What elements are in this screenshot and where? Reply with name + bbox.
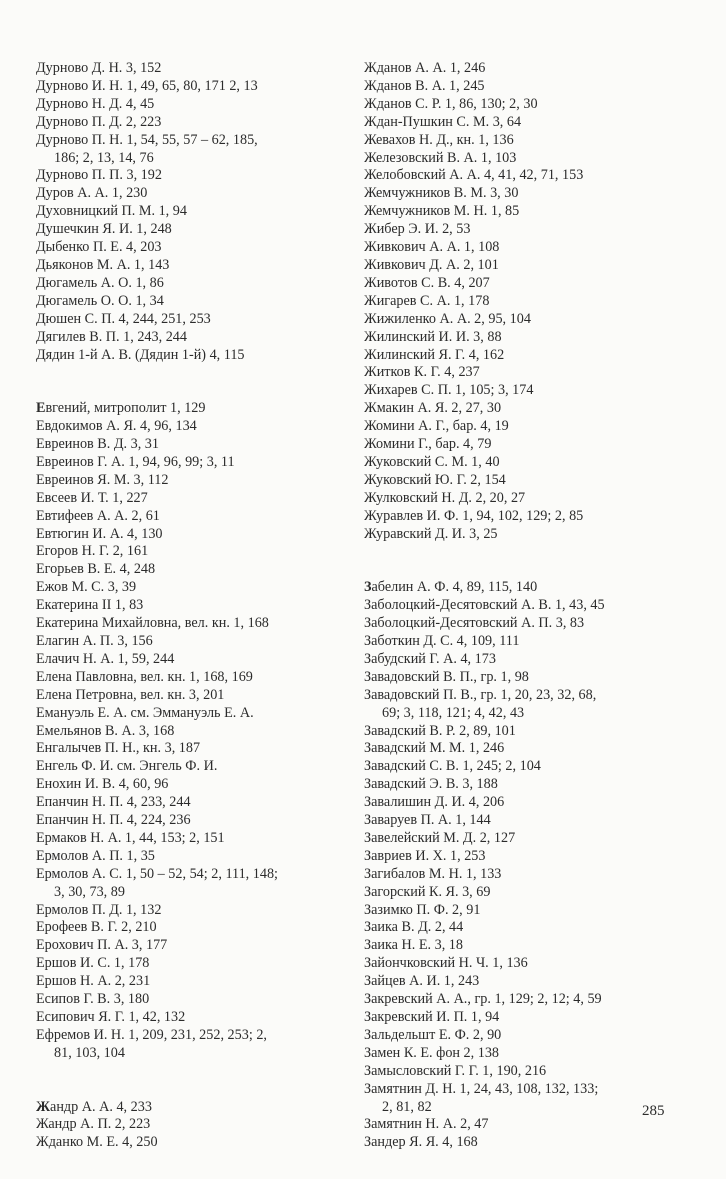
entry-text: Загорский К. Я. 3, 69 (364, 883, 491, 900)
index-entry (364, 526, 694, 544)
section-initial-letter: З (364, 579, 372, 596)
index-entry (364, 615, 694, 633)
index-entry (36, 615, 341, 633)
index-entry (364, 293, 694, 311)
index-entry (364, 579, 694, 597)
index-entry (36, 132, 341, 150)
index-entry (36, 275, 341, 293)
index-entry (364, 794, 694, 812)
index-entry (36, 812, 341, 830)
index-entry (36, 902, 341, 920)
entry-text: Жилинский Я. Г. 4, 162 (364, 346, 505, 363)
entry-text: Ермаков Н. А. 1, 44, 153; 2, 151 (36, 829, 225, 846)
index-entry (36, 1134, 341, 1152)
index-entry (364, 848, 694, 866)
index-entry (36, 794, 341, 812)
index-entry (36, 167, 341, 185)
entry-text: Журавский Д. И. 3, 25 (364, 525, 498, 542)
index-entry (364, 1027, 694, 1045)
index-entry (36, 436, 341, 454)
entry-text: 186; 2, 13, 14, 76 (54, 149, 154, 166)
entry-text: 2, 81, 82 (382, 1098, 432, 1115)
entry-text: Житков К. Г. 4, 237 (364, 364, 480, 381)
entry-text: Завадский Э. В. 3, 188 (364, 776, 498, 793)
entry-text: Дурново П. П. 3, 192 (36, 167, 162, 184)
entry-text: Евреинов Я. М. 3, 112 (36, 471, 169, 488)
page-number: 285 (642, 1103, 665, 1119)
index-entry (36, 991, 341, 1009)
entry-text: Завадский С. В. 1, 245; 2, 104 (364, 758, 541, 775)
entry-text: Жомини Г., бар. 4, 79 (364, 436, 492, 453)
index-entry (364, 902, 694, 920)
index-entry (364, 758, 694, 776)
entry-text: Духовницкий П. М. 1, 94 (36, 203, 187, 220)
entry-text: Зандер Я. Я. 4, 168 (364, 1134, 478, 1151)
entry-text: Евтюгин И. А. 4, 130 (36, 525, 163, 542)
entry-text: Жданов С. Р. 1, 86, 130; 2, 30 (364, 95, 538, 112)
index-entry (36, 776, 341, 794)
entry-text: Жибер Э. И. 2, 53 (364, 221, 471, 238)
entry-text: Елена Павловна, вел. кн. 1, 168, 169 (36, 668, 253, 685)
entry-text: Завадский В. Р. 2, 89, 101 (364, 722, 516, 739)
section-initial-letter: Ж (36, 1098, 51, 1115)
index-entry (36, 740, 341, 758)
index-entry (364, 597, 694, 615)
entry-text: Замен К. Е. фон 2, 138 (364, 1044, 500, 1061)
entry-text: Заваруев П. А. 1, 144 (364, 812, 491, 829)
entry-text: Жданов В. А. 1, 245 (364, 77, 485, 94)
entry-text: Жуковский Ю. Г. 2, 154 (364, 471, 506, 488)
index-entry (364, 669, 694, 687)
index-entry (364, 955, 694, 973)
entry-text: Егоров Н. Г. 2, 161 (36, 543, 149, 560)
index-entry (36, 651, 341, 669)
index-entry (36, 705, 341, 723)
index-entry (36, 723, 341, 741)
index-entry (36, 937, 341, 955)
index-entry-continuation (36, 150, 341, 168)
index-entry (36, 78, 341, 96)
entry-text: андр А. А. 4, 233 (50, 1098, 152, 1115)
index-entry (36, 597, 341, 615)
index-entry (364, 919, 694, 937)
entry-text: Дьяконов М. А. 1, 143 (36, 256, 170, 273)
entry-text: Ежов М. С. 3, 39 (36, 579, 137, 596)
entry-text: Ждан-Пушкин С. М. 3, 64 (364, 113, 522, 130)
index-entry (364, 1009, 694, 1027)
index-entry (364, 1134, 694, 1152)
index-entry (364, 454, 694, 472)
index-entry (364, 830, 694, 848)
index-entry (364, 167, 694, 185)
index-entry (36, 866, 341, 884)
entry-text: Евреинов В. Д. 3, 31 (36, 436, 159, 453)
entry-text: вгений, митрополит 1, 129 (45, 400, 206, 417)
entry-text: Душечкин Я. И. 1, 248 (36, 221, 172, 238)
entry-text: Зайцев А. И. 1, 243 (364, 973, 480, 990)
entry-text: Замятнин Д. Н. 1, 24, 43, 108, 132, 133; (364, 1080, 599, 1097)
entry-text: Жемчужников В. М. 3, 30 (364, 185, 519, 202)
entry-text: 81, 103, 104 (54, 1044, 125, 1061)
entry-text: Елена Петровна, вел. кн. 3, 201 (36, 686, 225, 703)
entry-text: Дурново Д. Н. 3, 152 (36, 60, 162, 76)
index-entry (364, 239, 694, 257)
index-entry (364, 364, 694, 382)
entry-text: Замятнин Н. А. 2, 47 (364, 1116, 489, 1133)
entry-text: 69; 3, 118, 121; 4, 42, 43 (382, 704, 525, 721)
entry-text: Жихарев С. П. 1, 105; 3, 174 (364, 382, 534, 399)
index-entry (36, 669, 341, 687)
index-entry (364, 96, 694, 114)
index-entry (36, 185, 341, 203)
index-entry (36, 329, 341, 347)
index-entry (364, 991, 694, 1009)
index-entry (364, 185, 694, 203)
entry-text: Енгалычев П. Н., кн. 3, 187 (36, 740, 201, 757)
entry-text: Жигарев С. А. 1, 178 (364, 292, 490, 309)
entry-text: Загибалов М. Н. 1, 133 (364, 865, 502, 882)
index-entry (36, 633, 341, 651)
entry-text: Ефремов И. Н. 1, 209, 231, 252, 253; 2, (36, 1026, 267, 1043)
index-entry (36, 526, 341, 544)
index-entry (364, 937, 694, 955)
index-entry (364, 203, 694, 221)
entry-text: Жилинский И. И. 3, 88 (364, 328, 502, 345)
index-entry (36, 257, 341, 275)
entry-text: Забудский Г. А. 4, 173 (364, 650, 496, 667)
entry-text: Жданко М. Е. 4, 250 (36, 1134, 158, 1151)
index-entry (364, 776, 694, 794)
entry-text: Елачич Н. А. 1, 59, 244 (36, 650, 175, 667)
entry-text: Дягилев В. П. 1, 243, 244 (36, 328, 187, 345)
entry-text: Емануэль Е. А. см. Эммануэль Е. А. (36, 704, 254, 721)
index-entry (36, 973, 341, 991)
entry-text: Ерофеев В. Г. 2, 210 (36, 919, 157, 936)
entry-text: Жомини А. Г., бар. 4, 19 (364, 418, 509, 435)
index-entry (36, 919, 341, 937)
index-entry (36, 311, 341, 329)
entry-text: Жемчужников М. Н. 1, 85 (364, 203, 520, 220)
index-entry (36, 561, 341, 579)
index-entry (364, 1081, 694, 1099)
entry-text: Енохин И. В. 4, 60, 96 (36, 776, 169, 793)
entry-text: Ершов Н. А. 2, 231 (36, 973, 151, 990)
index-entry (364, 114, 694, 132)
entry-text: Дурново П. Н. 1, 54, 55, 57 – 62, 185, (36, 131, 258, 148)
index-entry (364, 973, 694, 991)
entry-text: Животов С. В. 4, 207 (364, 274, 490, 291)
entry-text: Железовский В. А. 1, 103 (364, 149, 517, 166)
index-entry (364, 221, 694, 239)
entry-text: Жевахов Н. Д., кн. 1, 136 (364, 131, 514, 148)
index-entry (364, 812, 694, 830)
entry-text: Евтифеев А. А. 2, 61 (36, 507, 160, 524)
index-entry (364, 400, 694, 418)
entry-text: Дюгамель А. О. 1, 86 (36, 274, 164, 291)
index-entry (36, 955, 341, 973)
entry-text: Ермолов А. П. 1, 35 (36, 847, 155, 864)
index-entry (364, 651, 694, 669)
entry-text: Ермолов П. Д. 1, 132 (36, 901, 162, 918)
entry-text: Дуров А. А. 1, 230 (36, 185, 148, 202)
index-entry (364, 490, 694, 508)
entry-text: Ершов И. С. 1, 178 (36, 955, 150, 972)
entry-text: Жижиленко А. А. 2, 95, 104 (364, 310, 531, 327)
index-entry (36, 454, 341, 472)
entry-text: Завалишин Д. И. 4, 206 (364, 794, 505, 811)
entry-text: Евреинов Г. А. 1, 94, 96, 99; 3, 11 (36, 453, 235, 470)
entry-text: Замысловский Г. Г. 1, 190, 216 (364, 1062, 547, 1079)
index-entry-continuation (36, 884, 341, 902)
index-entry (36, 203, 341, 221)
entry-text: Заботкин Д. С. 4, 109, 111 (364, 632, 520, 649)
index-entry (364, 723, 694, 741)
entry-text: Закревский А. А., гр. 1, 129; 2, 12; 4, 59 (364, 991, 602, 1008)
entry-text: Живкович Д. А. 2, 101 (364, 256, 499, 273)
index-entry (364, 418, 694, 436)
index-entry (36, 830, 341, 848)
entry-text: Живкович А. А. 1, 108 (364, 239, 500, 256)
index-entry (36, 418, 341, 436)
entry-text: Елагин А. П. 3, 156 (36, 632, 153, 649)
entry-text: Жандр А. П. 2, 223 (36, 1116, 151, 1133)
index-entry (36, 687, 341, 705)
entry-text: Зайончковский Н. Ч. 1, 136 (364, 955, 528, 972)
index-entry (364, 508, 694, 526)
index-entry (364, 633, 694, 651)
entry-text: Завриев И. Х. 1, 253 (364, 847, 486, 864)
entry-text: Есипович Я. Г. 1, 42, 132 (36, 1009, 186, 1026)
index-entry (36, 579, 341, 597)
index-entry (364, 329, 694, 347)
entry-text: Ерохович П. А. 3, 177 (36, 937, 168, 954)
index-entry (36, 1099, 341, 1117)
entry-text: Закревский И. П. 1, 94 (364, 1009, 500, 1026)
index-entry (364, 132, 694, 150)
index-entry (364, 740, 694, 758)
entry-text: Евсеев И. Т. 1, 227 (36, 489, 148, 506)
entry-text: Дыбенко П. Е. 4, 203 (36, 239, 162, 256)
entry-text: Завелейский М. Д. 2, 127 (364, 829, 516, 846)
entry-text: Журавлев И. Ф. 1, 94, 102, 129; 2, 85 (364, 507, 584, 524)
index-entry (364, 78, 694, 96)
index-entry (364, 382, 694, 400)
index-column-left (36, 60, 341, 1152)
index-entry (364, 1063, 694, 1081)
entry-text: Завадский М. М. 1, 246 (364, 740, 505, 757)
entry-text: Екатерина II 1, 83 (36, 597, 144, 614)
index-entry (364, 1045, 694, 1063)
index-entry (364, 311, 694, 329)
index-entry (36, 239, 341, 257)
index-entry-continuation (364, 705, 694, 723)
entry-text: Дядин 1-й А. В. (Дядин 1-й) 4, 115 (36, 346, 245, 363)
index-entry (36, 1116, 341, 1134)
index-entry (36, 543, 341, 561)
entry-text: Жулковский Н. Д. 2, 20, 27 (364, 489, 526, 506)
section-gap (36, 1063, 341, 1099)
index-entry (364, 884, 694, 902)
index-entry (36, 490, 341, 508)
entry-text: Завадовский П. В., гр. 1, 20, 23, 32, 68, (364, 686, 597, 703)
entry-text: Жданов А. А. 1, 246 (364, 60, 486, 76)
entry-text: Епанчин Н. П. 4, 224, 236 (36, 812, 191, 829)
entry-text: Зальдельшт Е. Ф. 2, 90 (364, 1026, 502, 1043)
index-entry (36, 96, 341, 114)
section-gap (36, 364, 341, 400)
index-entry-continuation (36, 1045, 341, 1063)
index-entry (36, 848, 341, 866)
entry-text: Екатерина Михайловна, вел. кн. 1, 168 (36, 615, 269, 632)
index-entry (36, 472, 341, 490)
section-initial-letter: Е (36, 400, 46, 417)
index-entry (364, 866, 694, 884)
index-column-right (364, 60, 694, 1152)
index-entry (364, 275, 694, 293)
index-entry (36, 400, 341, 418)
entry-text: Дурново П. Д. 2, 223 (36, 113, 162, 130)
index-entry (36, 508, 341, 526)
entry-text: Заика Н. Е. 3, 18 (364, 937, 463, 954)
index-entry (364, 150, 694, 168)
entry-text: Дурново Н. Д. 4, 45 (36, 95, 155, 112)
entry-text: Заика В. Д. 2, 44 (364, 919, 464, 936)
index-entry (36, 1027, 341, 1045)
index-entry (36, 347, 341, 365)
index-entry (364, 436, 694, 454)
entry-text: Дюгамель О. О. 1, 34 (36, 292, 164, 309)
entry-text: Егорьев В. Е. 4, 248 (36, 561, 156, 578)
entry-text: Дюшен С. П. 4, 244, 251, 253 (36, 310, 211, 327)
index-entry (364, 60, 694, 78)
entry-text: Зазимко П. Ф. 2, 91 (364, 901, 481, 918)
index-entry (36, 221, 341, 239)
index-entry (36, 114, 341, 132)
index-entry (36, 1009, 341, 1027)
entry-text: Есипов Г. В. 3, 180 (36, 991, 150, 1008)
entry-text: 3, 30, 73, 89 (54, 883, 125, 900)
entry-text: Заболоцкий-Десятовский А. В. 1, 43, 45 (364, 597, 605, 614)
section-gap (364, 543, 694, 579)
entry-text: Завадовский В. П., гр. 1, 98 (364, 668, 529, 685)
entry-text: Дурново И. Н. 1, 49, 65, 80, 171 2, 13 (36, 77, 258, 94)
index-entry (364, 687, 694, 705)
entry-text: абелин А. Ф. 4, 89, 115, 140 (371, 579, 538, 596)
index-entry (36, 60, 341, 78)
entry-text: Ермолов А. С. 1, 50 – 52, 54; 2, 111, 148; (36, 865, 278, 882)
index-entry (364, 257, 694, 275)
index-entry (364, 472, 694, 490)
index-entry (36, 293, 341, 311)
entry-text: Енгель Ф. И. см. Энгель Ф. И. (36, 758, 218, 775)
entry-text: Епанчин Н. П. 4, 233, 244 (36, 794, 191, 811)
index-entry (36, 758, 341, 776)
entry-text: Жуковский С. М. 1, 40 (364, 453, 500, 470)
entry-text: Жмакин А. Я. 2, 27, 30 (364, 400, 502, 417)
entry-text: Заболоцкий-Десятовский А. П. 3, 83 (364, 615, 585, 632)
entry-text: Желобовский А. А. 4, 41, 42, 71, 153 (364, 167, 584, 184)
index-entry (364, 347, 694, 365)
entry-text: Емельянов В. А. 3, 168 (36, 722, 175, 739)
entry-text: Евдокимов А. Я. 4, 96, 134 (36, 418, 197, 435)
